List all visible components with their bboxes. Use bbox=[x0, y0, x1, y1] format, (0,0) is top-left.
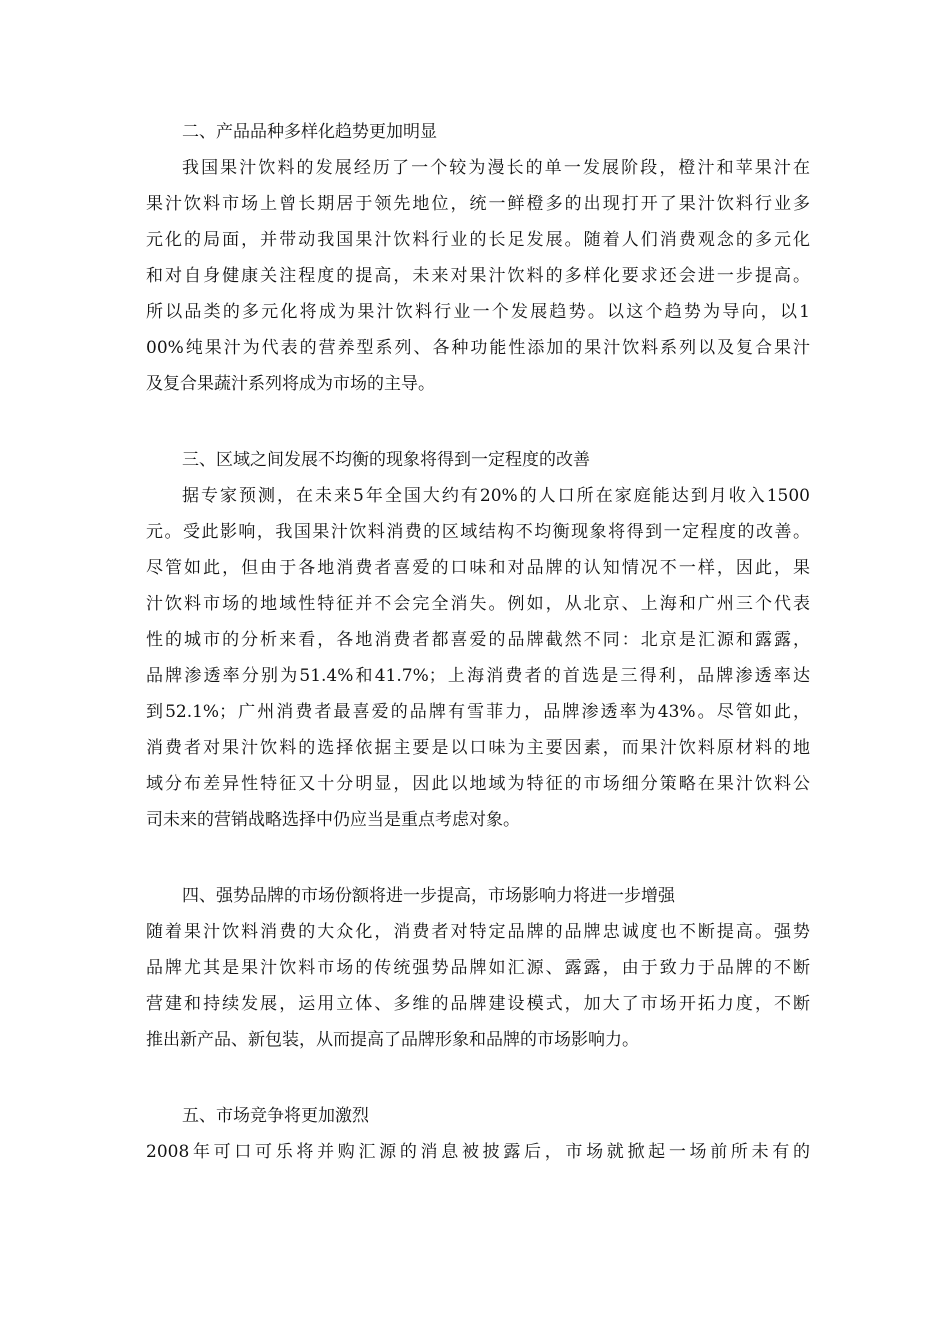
paragraph-line: 及复合果蔬汁系列将成为市场的主导。 bbox=[146, 374, 435, 394]
section-competition bbox=[146, 1098, 810, 1170]
paragraph-line: 司未来的营销战略选择中仍应当是重点考虑对象。 bbox=[146, 810, 520, 830]
section-gap bbox=[146, 402, 810, 442]
paragraph-line: 我国果汁饮料的发展经历了一个较为漫长的单一发展阶段，橙汁和苹果汁在 bbox=[182, 158, 810, 178]
paragraph-line: 和对自身健康关注程度的提高，未来对果汁饮料的多样化要求还会进一步提高。 bbox=[146, 266, 810, 286]
paragraph-line: 消费者对果汁饮料的选择依据主要是以口味为主要因素，而果汁饮料原材料的地 bbox=[146, 738, 810, 758]
paragraph-line: 00%纯果汁为代表的营养型系列、各种功能性添加的果汁饮料系列以及复合果汁 bbox=[146, 338, 810, 358]
paragraph-line: 营建和持续发展，运用立体、多维的品牌建设模式，加大了市场开拓力度，不断 bbox=[146, 994, 810, 1014]
paragraph-line: 品牌渗透率分别为51.4%和41.7%；上海消费者的首选是三得利，品牌渗透率达 bbox=[146, 666, 810, 686]
paragraph-line: 果汁饮料市场上曾长期居于领先地位，统一鲜橙多的出现打开了果汁饮料行业多 bbox=[146, 194, 810, 214]
paragraph-line: 据专家预测，在未来5年全国大约有20%的人口所在家庭能达到月收入1500 bbox=[182, 486, 810, 506]
section-regional-balance bbox=[146, 442, 810, 838]
paragraph-line: 品牌尤其是果汁饮料市场的传统强势品牌如汇源、露露，由于致力于品牌的不断 bbox=[146, 958, 810, 978]
paragraph-line: 2008年可口可乐将并购汇源的消息被披露后，市场就掀起一场前所未有的 bbox=[146, 1142, 810, 1162]
section-heading: 四、强势品牌的市场份额将进一步提高，市场影响力将进一步增强 bbox=[182, 886, 675, 906]
section-product-diversification bbox=[146, 114, 810, 402]
section-heading: 三、区域之间发展不均衡的现象将得到一定程度的改善 bbox=[182, 450, 590, 470]
section-heading: 二、产品品种多样化趋势更加明显 bbox=[182, 122, 437, 142]
section-gap bbox=[146, 1058, 810, 1098]
paragraph-line: 推出新产品、新包装，从而提高了品牌形象和品牌的市场影响力。 bbox=[146, 1030, 639, 1050]
paragraph-line: 所以品类的多元化将成为果汁饮料行业一个发展趋势。以这个趋势为导向，以1 bbox=[146, 302, 810, 322]
section-heading: 五、市场竞争将更加激烈 bbox=[182, 1106, 369, 1126]
paragraph-line: 尽管如此，但由于各地消费者喜爱的口味和对品牌的认知情况不一样，因此，果 bbox=[146, 558, 810, 578]
section-strong-brands bbox=[146, 878, 810, 1058]
paragraph-line: 到52.1%；广州消费者最喜爱的品牌有雪菲力，品牌渗透率为43%。尽管如此， bbox=[146, 702, 810, 722]
section-gap bbox=[146, 838, 810, 878]
paragraph-line: 元化的局面，并带动我国果汁饮料行业的长足发展。随着人们消费观念的多元化 bbox=[146, 230, 810, 250]
paragraph-line: 随着果汁饮料消费的大众化，消费者对特定品牌的品牌忠诚度也不断提高。强势 bbox=[146, 922, 810, 942]
paragraph-line: 域分布差异性特征又十分明显，因此以地域为特征的市场细分策略在果汁饮料公 bbox=[146, 774, 810, 794]
paragraph-line: 元。受此影响，我国果汁饮料消费的区域结构不均衡现象将得到一定程度的改善。 bbox=[146, 522, 810, 542]
paragraph-line: 汁饮料市场的地域性特征并不会完全消失。例如，从北京、上海和广州三个代表 bbox=[146, 594, 810, 614]
document-page bbox=[146, 114, 810, 1170]
paragraph-line: 性的城市的分析来看，各地消费者都喜爱的品牌截然不同：北京是汇源和露露， bbox=[146, 630, 810, 650]
